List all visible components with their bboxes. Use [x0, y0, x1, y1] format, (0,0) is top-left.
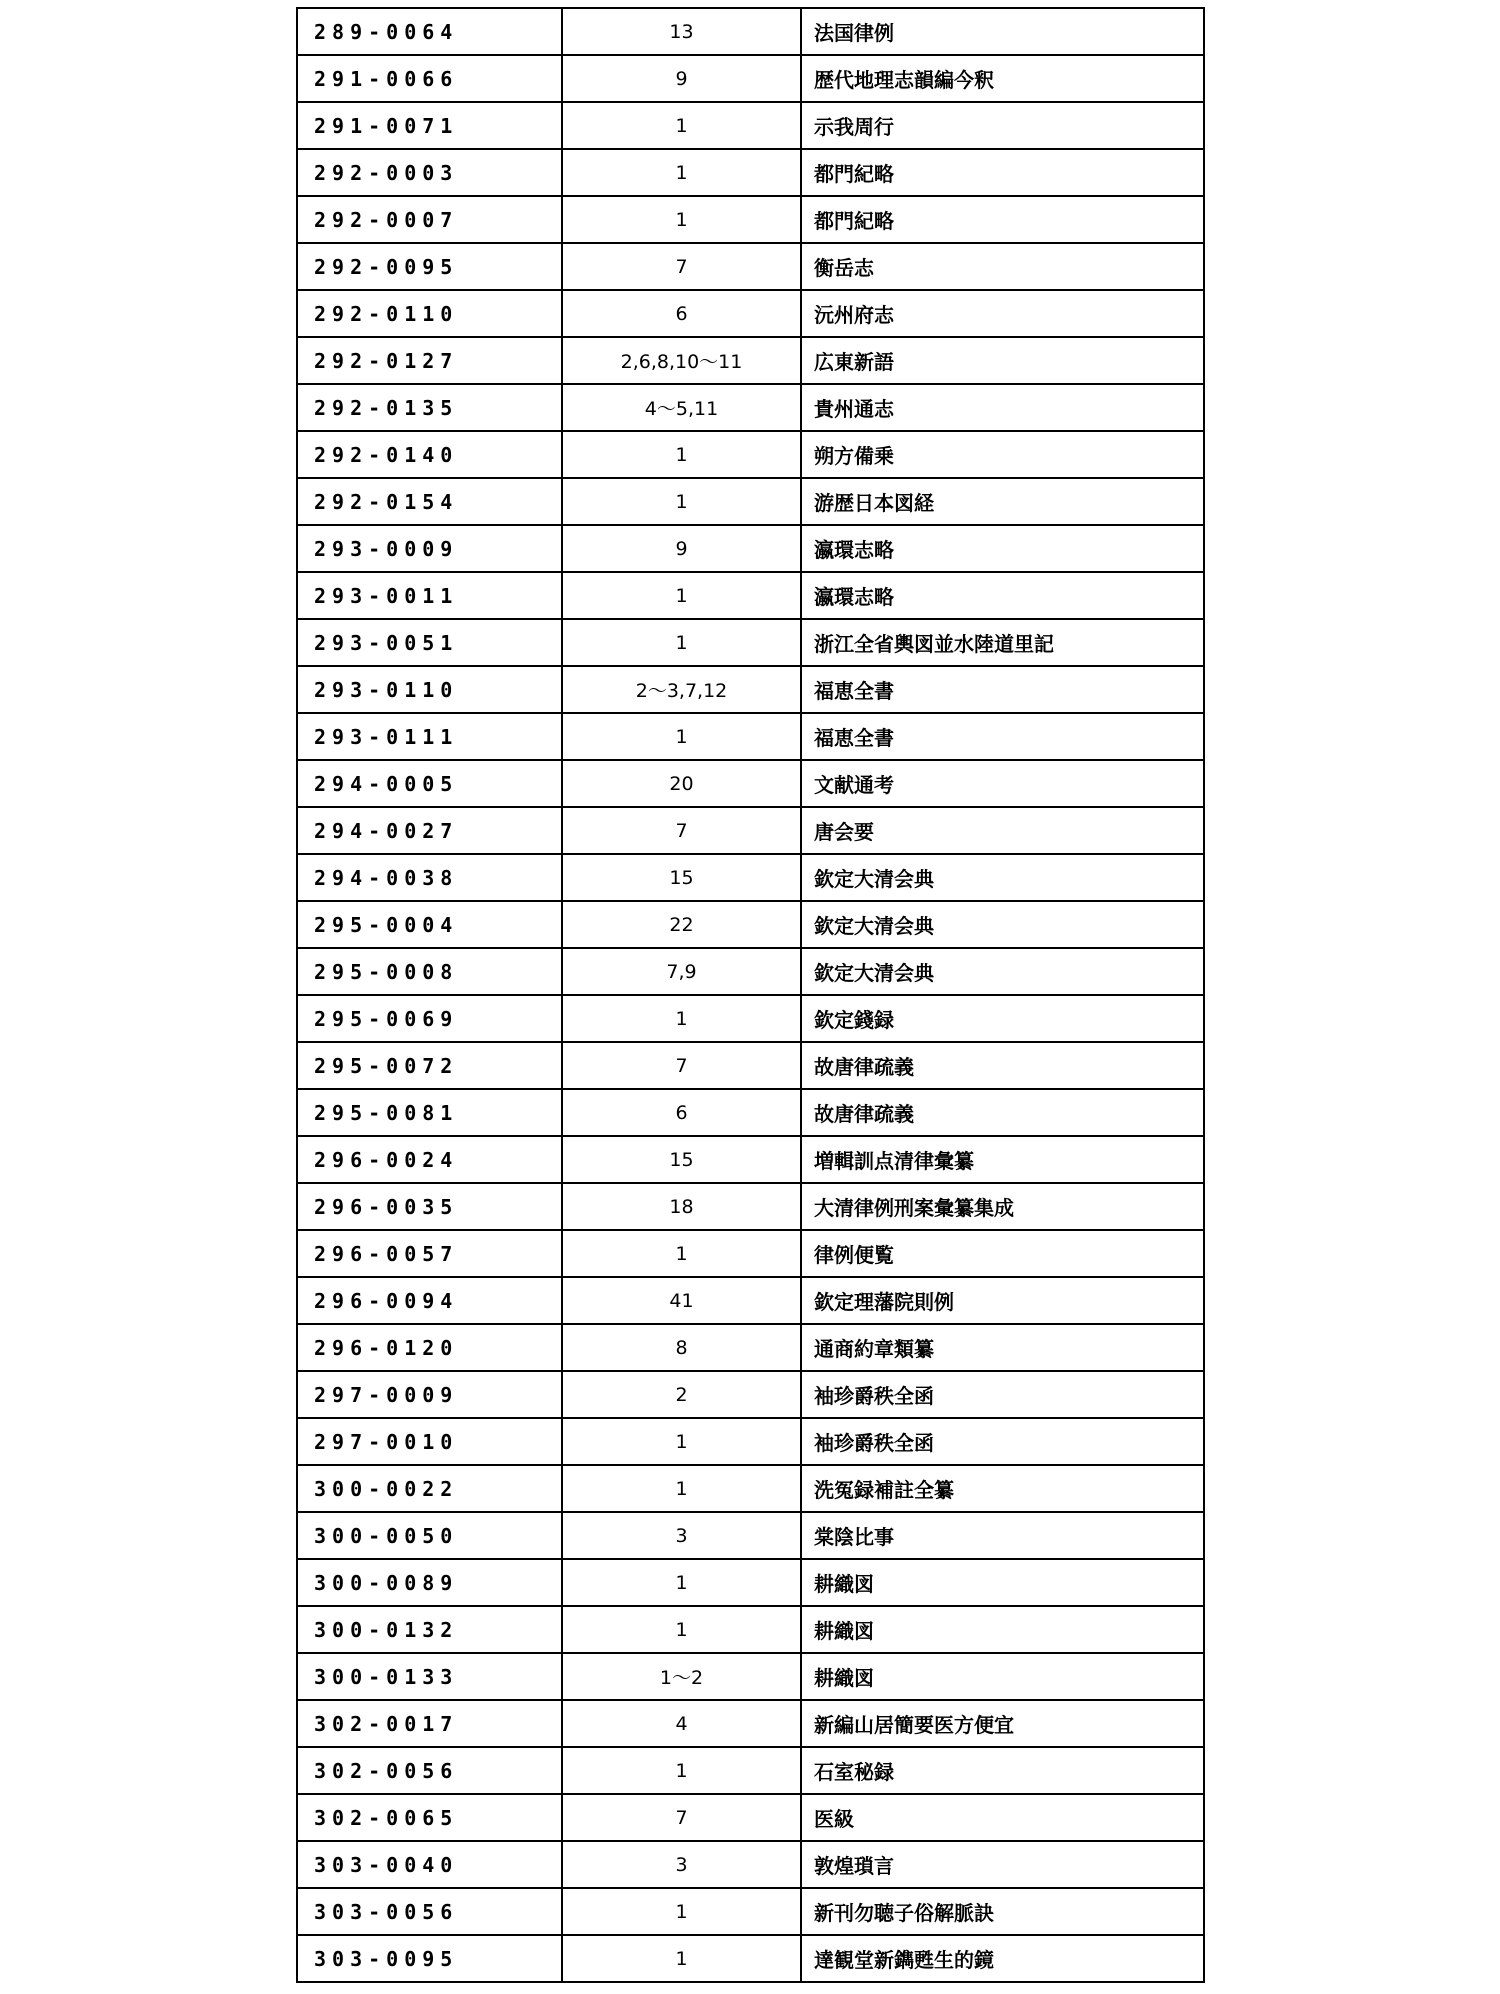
title-cell: 通商約章類纂	[801, 1324, 1204, 1371]
volume-cell: 2	[562, 1371, 801, 1418]
table-row	[297, 525, 1204, 572]
catalog-code-cell: 293-0011	[297, 572, 562, 619]
catalog-code-cell: 294-0027	[297, 807, 562, 854]
volume-cell: 1	[562, 1935, 801, 1982]
table-row	[297, 243, 1204, 290]
title-cell: 洗冤録補註全纂	[801, 1465, 1204, 1512]
volume-cell: 13	[562, 8, 801, 55]
catalog-code-cell: 300-0089	[297, 1559, 562, 1606]
catalog-code-cell: 295-0069	[297, 995, 562, 1042]
table-row	[297, 854, 1204, 901]
catalog-code-cell: 303-0095	[297, 1935, 562, 1982]
table-row	[297, 901, 1204, 948]
catalog-code-cell: 294-0038	[297, 854, 562, 901]
volume-cell: 4	[562, 1700, 801, 1747]
catalog-code-cell: 303-0056	[297, 1888, 562, 1935]
catalog-code-cell: 293-0111	[297, 713, 562, 760]
table-row	[297, 1371, 1204, 1418]
title-cell: 故唐律疏義	[801, 1089, 1204, 1136]
title-cell: 律例便覧	[801, 1230, 1204, 1277]
catalog-code-cell: 300-0050	[297, 1512, 562, 1559]
table-row	[297, 1418, 1204, 1465]
volume-cell: 6	[562, 1089, 801, 1136]
title-cell: 游歴日本図経	[801, 478, 1204, 525]
title-cell: 増輯訓点清律彙纂	[801, 1136, 1204, 1183]
volume-cell: 1	[562, 1747, 801, 1794]
catalog-code-cell: 292-0140	[297, 431, 562, 478]
catalog-code-cell: 300-0133	[297, 1653, 562, 1700]
title-cell: 文献通考	[801, 760, 1204, 807]
table-row	[297, 948, 1204, 995]
catalog-code-cell: 295-0081	[297, 1089, 562, 1136]
catalog-code-cell: 296-0035	[297, 1183, 562, 1230]
title-cell: 故唐律疏義	[801, 1042, 1204, 1089]
volume-cell: 41	[562, 1277, 801, 1324]
catalog-code-cell: 302-0017	[297, 1700, 562, 1747]
table-row	[297, 1230, 1204, 1277]
title-cell: 瀛環志略	[801, 572, 1204, 619]
table-row	[297, 196, 1204, 243]
volume-cell: 1	[562, 572, 801, 619]
volume-cell: 1	[562, 478, 801, 525]
volume-cell: 9	[562, 525, 801, 572]
table-row	[297, 1277, 1204, 1324]
volume-cell: 20	[562, 760, 801, 807]
catalog-code-cell: 295-0004	[297, 901, 562, 948]
title-cell: 福恵全書	[801, 666, 1204, 713]
title-cell: 唐会要	[801, 807, 1204, 854]
catalog-code-cell: 302-0056	[297, 1747, 562, 1794]
title-cell: 新刊勿聴子俗解脈訣	[801, 1888, 1204, 1935]
volume-cell: 1	[562, 431, 801, 478]
catalog-code-cell: 292-0135	[297, 384, 562, 431]
volume-cell: 1～2	[562, 1653, 801, 1700]
title-cell: 瀛環志略	[801, 525, 1204, 572]
table-row	[297, 995, 1204, 1042]
volume-cell: 1	[562, 196, 801, 243]
table-row	[297, 290, 1204, 337]
title-cell: 欽定錢録	[801, 995, 1204, 1042]
catalog-code-cell: 297-0009	[297, 1371, 562, 1418]
table-row	[297, 1606, 1204, 1653]
volume-cell: 8	[562, 1324, 801, 1371]
table-row	[297, 572, 1204, 619]
volume-cell: 7	[562, 243, 801, 290]
table-row	[297, 1700, 1204, 1747]
catalog-code-cell: 292-0127	[297, 337, 562, 384]
table-row	[297, 1465, 1204, 1512]
volume-cell: 7	[562, 807, 801, 854]
title-cell: 袖珍爵秩全函	[801, 1418, 1204, 1465]
volume-cell: 3	[562, 1841, 801, 1888]
title-cell: 耕織図	[801, 1559, 1204, 1606]
table-row	[297, 1324, 1204, 1371]
volume-cell: 1	[562, 619, 801, 666]
catalog-code-cell: 292-0110	[297, 290, 562, 337]
table-row	[297, 384, 1204, 431]
catalog-code-cell: 294-0005	[297, 760, 562, 807]
catalog-code-cell: 293-0051	[297, 619, 562, 666]
title-cell: 広東新語	[801, 337, 1204, 384]
table-row	[297, 807, 1204, 854]
table-row	[297, 713, 1204, 760]
table-row	[297, 1794, 1204, 1841]
volume-cell: 6	[562, 290, 801, 337]
volume-cell: 1	[562, 713, 801, 760]
table-row	[297, 55, 1204, 102]
title-cell: 都門紀略	[801, 196, 1204, 243]
volume-cell: 1	[562, 1888, 801, 1935]
catalog-code-cell: 292-0095	[297, 243, 562, 290]
catalog-code-cell: 296-0094	[297, 1277, 562, 1324]
catalog-code-cell: 291-0066	[297, 55, 562, 102]
catalog-code-cell: 291-0071	[297, 102, 562, 149]
table-row	[297, 1559, 1204, 1606]
title-cell: 敦煌瑣言	[801, 1841, 1204, 1888]
title-cell: 貴州通志	[801, 384, 1204, 431]
table-row	[297, 1042, 1204, 1089]
title-cell: 石室秘録	[801, 1747, 1204, 1794]
title-cell: 示我周行	[801, 102, 1204, 149]
title-cell: 新編山居簡要医方便宜	[801, 1700, 1204, 1747]
table-row	[297, 1935, 1204, 1982]
table-row	[297, 8, 1204, 55]
table-row	[297, 1183, 1204, 1230]
table-row	[297, 1089, 1204, 1136]
table-row	[297, 1653, 1204, 1700]
table-row	[297, 1888, 1204, 1935]
title-cell: 沅州府志	[801, 290, 1204, 337]
volume-cell: 3	[562, 1512, 801, 1559]
title-cell: 耕織図	[801, 1606, 1204, 1653]
catalog-code-cell: 289-0064	[297, 8, 562, 55]
title-cell: 衡岳志	[801, 243, 1204, 290]
catalog-code-cell: 292-0003	[297, 149, 562, 196]
table-row	[297, 760, 1204, 807]
volume-cell: 15	[562, 854, 801, 901]
table-row	[297, 1747, 1204, 1794]
title-cell: 歴代地理志韻編今釈	[801, 55, 1204, 102]
volume-cell: 9	[562, 55, 801, 102]
volume-cell: 1	[562, 1465, 801, 1512]
catalog-code-cell: 300-0022	[297, 1465, 562, 1512]
title-cell: 欽定大清会典	[801, 948, 1204, 995]
volume-cell: 1	[562, 149, 801, 196]
catalog-table	[296, 7, 1205, 1983]
title-cell: 都門紀略	[801, 149, 1204, 196]
volume-cell: 7,9	[562, 948, 801, 995]
catalog-code-cell: 302-0065	[297, 1794, 562, 1841]
catalog-code-cell: 300-0132	[297, 1606, 562, 1653]
volume-cell: 22	[562, 901, 801, 948]
table-row	[297, 1512, 1204, 1559]
volume-cell: 2,6,8,10～11	[562, 337, 801, 384]
volume-cell: 2～3,7,12	[562, 666, 801, 713]
table-row	[297, 149, 1204, 196]
title-cell: 朔方備乗	[801, 431, 1204, 478]
title-cell: 浙江全省輿図並水陸道里記	[801, 619, 1204, 666]
volume-cell: 1	[562, 102, 801, 149]
catalog-code-cell: 295-0072	[297, 1042, 562, 1089]
title-cell: 欽定大清会典	[801, 854, 1204, 901]
catalog-code-cell: 295-0008	[297, 948, 562, 995]
table-row	[297, 337, 1204, 384]
table-row	[297, 102, 1204, 149]
catalog-code-cell: 293-0009	[297, 525, 562, 572]
table-row	[297, 478, 1204, 525]
catalog-code-cell: 296-0024	[297, 1136, 562, 1183]
title-cell: 達観堂新鐫甦生的鏡	[801, 1935, 1204, 1982]
volume-cell: 1	[562, 1418, 801, 1465]
table-row	[297, 666, 1204, 713]
volume-cell: 7	[562, 1794, 801, 1841]
volume-cell: 7	[562, 1042, 801, 1089]
table-row	[297, 1136, 1204, 1183]
catalog-code-cell: 292-0154	[297, 478, 562, 525]
volume-cell: 15	[562, 1136, 801, 1183]
catalog-code-cell: 303-0040	[297, 1841, 562, 1888]
volume-cell: 1	[562, 1230, 801, 1277]
catalog-table-body	[297, 8, 1204, 1982]
volume-cell: 18	[562, 1183, 801, 1230]
title-cell: 欽定理藩院則例	[801, 1277, 1204, 1324]
title-cell: 袖珍爵秩全函	[801, 1371, 1204, 1418]
title-cell: 医級	[801, 1794, 1204, 1841]
title-cell: 法国律例	[801, 8, 1204, 55]
table-row	[297, 619, 1204, 666]
title-cell: 大清律例刑案彙纂集成	[801, 1183, 1204, 1230]
table-row	[297, 1841, 1204, 1888]
catalog-code-cell: 297-0010	[297, 1418, 562, 1465]
catalog-code-cell: 292-0007	[297, 196, 562, 243]
volume-cell: 1	[562, 1606, 801, 1653]
title-cell: 欽定大清会典	[801, 901, 1204, 948]
volume-cell: 4～5,11	[562, 384, 801, 431]
title-cell: 耕織図	[801, 1653, 1204, 1700]
catalog-code-cell: 296-0120	[297, 1324, 562, 1371]
catalog-code-cell: 293-0110	[297, 666, 562, 713]
catalog-code-cell: 296-0057	[297, 1230, 562, 1277]
volume-cell: 1	[562, 1559, 801, 1606]
title-cell: 福恵全書	[801, 713, 1204, 760]
volume-cell: 1	[562, 995, 801, 1042]
table-row	[297, 431, 1204, 478]
title-cell: 棠陰比事	[801, 1512, 1204, 1559]
